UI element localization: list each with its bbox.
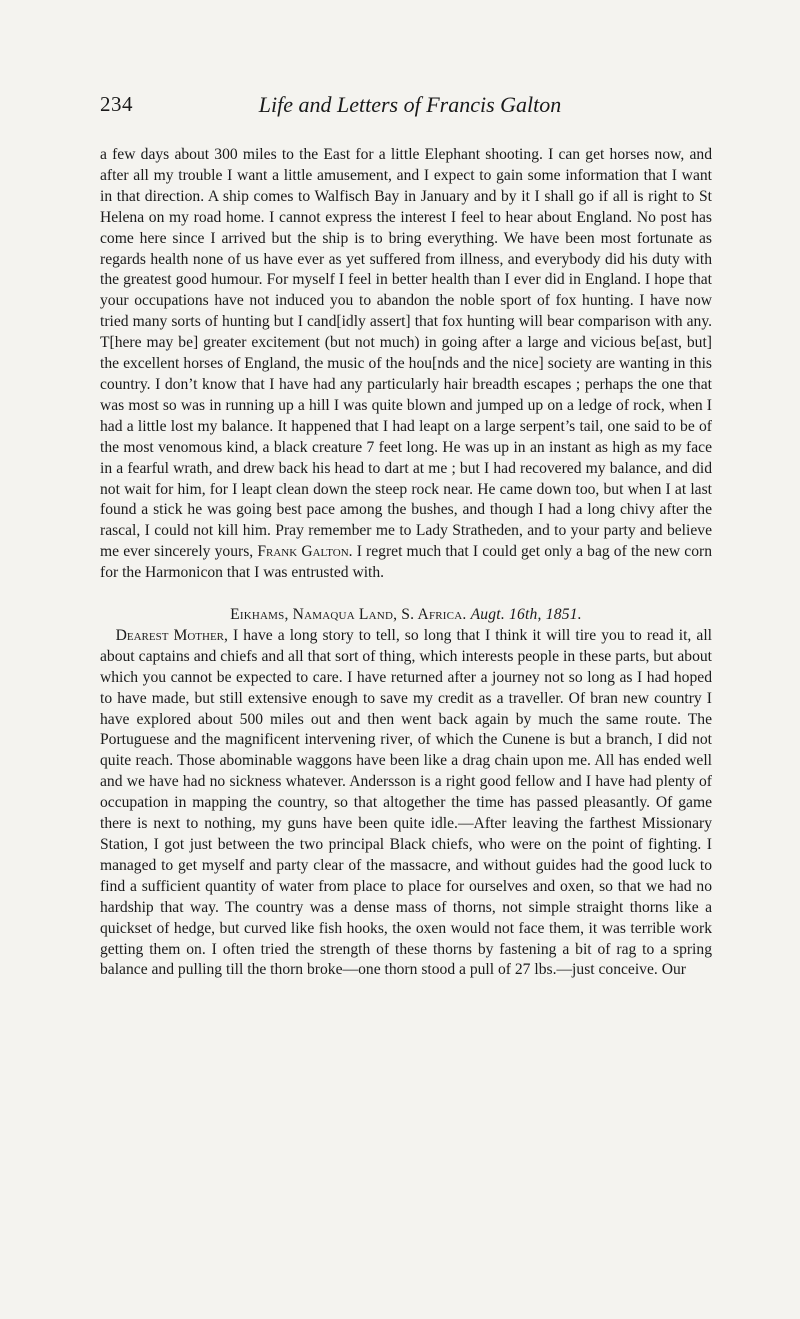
letter-text: I have a long story to tell, so long that I think it will tire you to read it, all about captains and chiefs and all that sort of thing, which interests people in these parts, but about which you cannot be expected to care. I have returned after a journey not so long as I had hoped to have made, but still extensive enough to save my credit as a traveller. Of bran new country I have explored about 500 miles out and then went back again by much the same route. The Portuguese and the magnificent intervening river, of which the Cunene is but a branch, I did not quite reach. Those abominable waggons have been like a drag chain upon me. All has ended well and we have had no sickness whatever. Andersson is a right good fellow and I have had plenty of occupation in mapping the country, so that altogether the time has passed pleasantly. Of game there is next to nothing, my guns have been quite idle.—After leaving the farthest Missionary Station, I got just between the two principal Black chiefs, who were on the point of fighting. I managed to get myself and party clear of the massacre, and without guides had the good luck to find a sufficient quantity of water from place to place for ourselves and oxen, so that we had no hardship that way. The country was a dense mass of thorns, not simple straight thorns like a quickset of hedge, but curved like fish hooks, the oxen would not face them, it was terrible work getting them on. I often tried the strength of these thorns by fastening a bit of rag to a spring balance and pulling till the thorn broke—one thorn stood a pull of 27 lbs.—just conceive. Our [100,626,712,979]
letter-text: a few days about 300 miles to the East for a little Elephant shooting. I can get horses now, and after all my trouble I want a little amusement, and I expect to gain some information that I want in that direction. A ship comes to Walfisch Bay in January and by it I shall go if all is right to St Helena on my road home. I cannot express the interest I feel to hear about England. No post has come here since I arrived but the ship is to bring everything. We have been most fortunate as regards health none of us have ever as yet suffered from illness, and everybody did his duty with the greatest good humour. For myself I feel in better health than I ever did in England. I hope that your occupations have not induced you to abandon the noble sport of fox hunting. I have now tried many sorts of hunting but I cand[idly assert] that fox hunting will bear comparison with any. T[here may be] greater excitement (but not much) in going after a large and vicious be[ast, but] the excellent horses of England, the music of the hou[nds and the nice] society are wanting in this country. I don’t know that I have had any particularly hair breadth escapes ; perhaps the one that was most so was in running up a hill I was quite blown and jumped up on a ledge of rock, when I had a little lost my balance. It happened that I had leapt on a large serpent’s tail, one said to be of the most venomous kind, a black creature 7 feet long. He was up in an instant as high as my face in a fearful wrath, and drew back his head to dart at me ; but I had recovered my balance, and did not wait for him, for I leapt clean down the steep rock near. He came down too, but when I at last found a stick he was going best pace among the bushes, and though I had a long chivy after the rascal, I could not kill him. Pray remember me to Lady Stratheden, and to your party and believe me ever sincerely yours, [100,146,712,561]
letter-dateline [100,605,712,626]
dateline-date: Augt. 16th, 1851. [470,606,582,624]
page-number: 234 [100,92,133,116]
running-head [100,92,720,124]
letter-paragraph [100,626,712,981]
dateline-place: Eikhams, Namaqua Land, S. Africa. [230,606,467,624]
salutation: Dearest Mother, [115,626,228,644]
postscript: I regret much that I could get only a bag of the new corn for the Harmonicon that I was entrusted with. [100,543,712,582]
running-title: Life and Letters of Francis Galton [258,92,562,117]
signature: Frank Galton. [257,543,353,561]
body-text [100,145,712,981]
letter-paragraph [100,145,712,584]
